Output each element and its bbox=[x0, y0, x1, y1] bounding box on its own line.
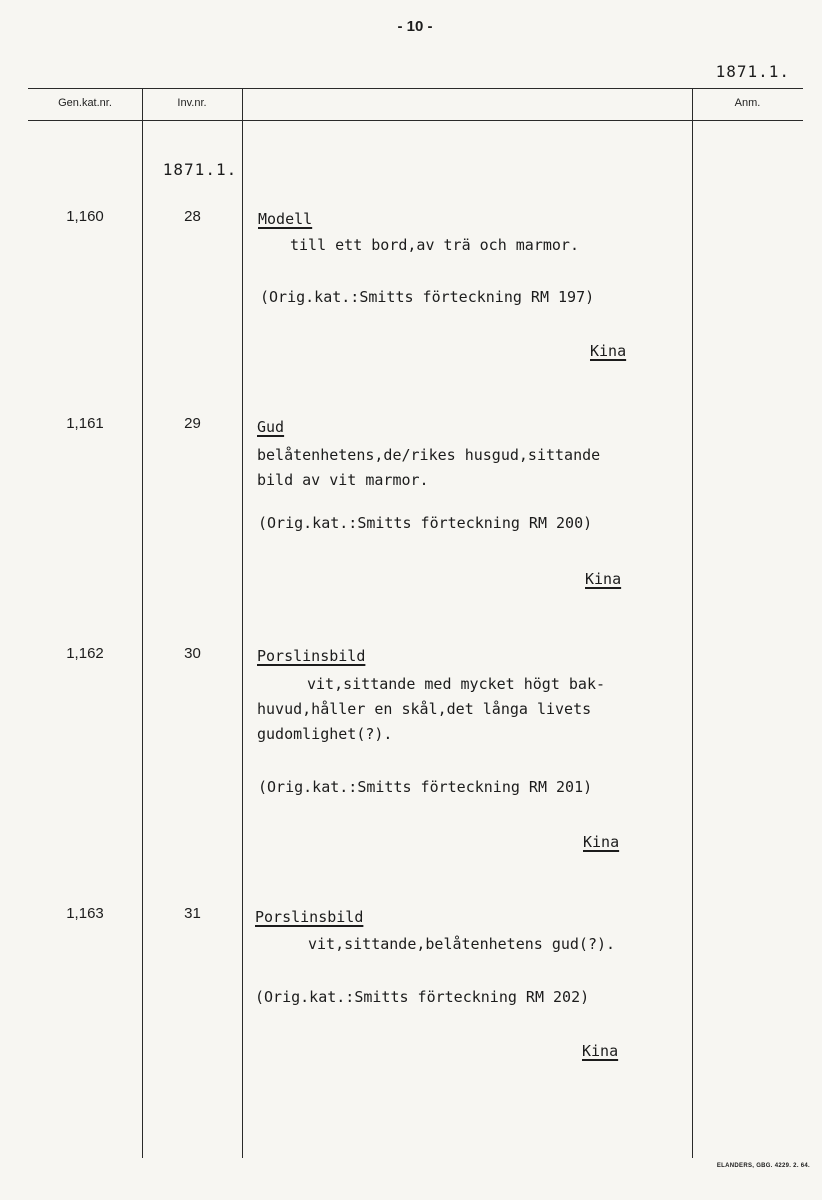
entry-description: till ett bord,av trä och marmor. bbox=[290, 236, 579, 254]
entry-reference: (Orig.kat.:Smitts förteckning RM 197) bbox=[260, 288, 595, 306]
page-number: - 10 - bbox=[397, 18, 433, 35]
page-code: 1871.1. bbox=[715, 62, 790, 81]
header-top-rule bbox=[28, 88, 803, 89]
column-divider-3 bbox=[692, 88, 693, 1158]
entry-title: Porslinsbild bbox=[255, 908, 364, 926]
entry-gen-kat-nr: 1,162 bbox=[66, 645, 104, 662]
entry-gen-kat-nr: 1,160 bbox=[66, 208, 104, 225]
column-divider-2 bbox=[242, 88, 243, 1158]
header-bottom-rule bbox=[28, 120, 803, 121]
entry-origin: Kina bbox=[583, 833, 620, 851]
entry-origin: Kina bbox=[590, 342, 627, 360]
entry-origin: Kina bbox=[582, 1042, 619, 1060]
entry-title: Modell bbox=[258, 210, 313, 228]
entry-gen-kat-nr: 1,161 bbox=[66, 415, 104, 432]
column-header-anm: Anm. bbox=[734, 97, 761, 109]
column-header-inv-nr: Inv.nr. bbox=[177, 97, 207, 109]
entry-inv-nr: 30 bbox=[184, 645, 201, 662]
column-header-gen-kat-nr: Gen.kat.nr. bbox=[58, 97, 112, 109]
entry-inv-nr: 31 bbox=[184, 905, 201, 922]
entry-inv-nr: 29 bbox=[184, 415, 201, 432]
entry-description: belåtenhetens,de/rikes husgud,sittande bild av vit marmor. bbox=[257, 446, 601, 489]
entry-inv-nr: 28 bbox=[184, 208, 201, 225]
entry-gen-kat-nr: 1,163 bbox=[66, 905, 104, 922]
entry-origin: Kina bbox=[585, 570, 622, 588]
printer-mark: ELANDERS, GBG. 4229. 2. 64. bbox=[716, 1163, 810, 1169]
column-divider-1 bbox=[142, 88, 143, 1158]
series-number: 1871.1. bbox=[162, 160, 238, 179]
entry-reference: (Orig.kat.:Smitts förteckning RM 202) bbox=[255, 988, 590, 1006]
entry-description: vit,sittande med mycket högt bak- huvud,håller en skål,det långa livets gudomlighet(?). bbox=[257, 675, 606, 743]
entry-title: Gud bbox=[257, 418, 285, 436]
entry-title: Porslinsbild bbox=[257, 647, 366, 665]
entry-description: vit,sittande,belåtenhetens gud(?). bbox=[308, 935, 616, 953]
entry-reference: (Orig.kat.:Smitts förteckning RM 200) bbox=[258, 514, 593, 532]
entry-reference: (Orig.kat.:Smitts förteckning RM 201) bbox=[258, 778, 593, 796]
